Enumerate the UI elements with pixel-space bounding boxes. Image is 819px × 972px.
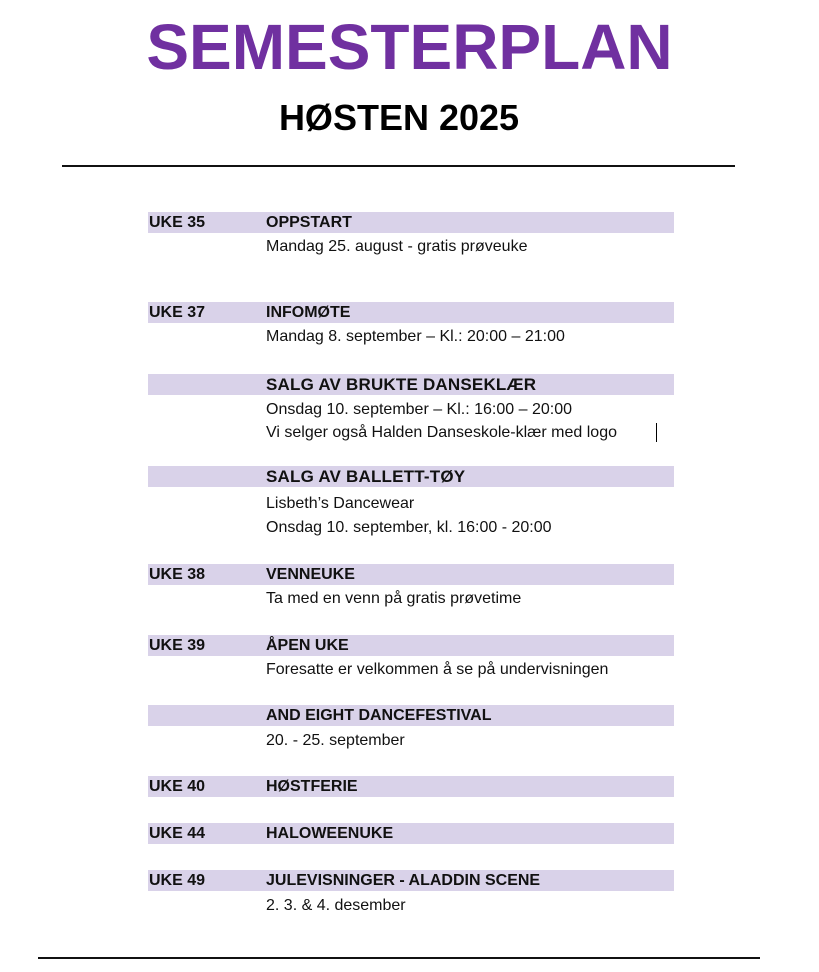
entry-week-uke-35: UKE 35 [149,214,206,231]
entry-week-uke-39: UKE 39 [149,637,206,654]
entry-heading-julevisninger: JULEVISNINGER - ALADDIN SCENE [266,872,541,889]
entry-bar-uke-37 [148,302,674,323]
entry-heading-infomote: INFOMØTE [266,304,351,321]
entry-line: 20. - 25. september [266,732,405,749]
entry-line: Onsdag 10. september, kl. 16:00 - 20:00 [266,519,552,536]
entry-week-uke-38: UKE 38 [149,566,206,583]
entry-heading-venneuke: VENNEUKE [266,566,355,583]
entry-heading-dancefestival: AND EIGHT DANCEFESTIVAL [266,707,492,724]
entry-bar-uke-39 [148,635,674,656]
entry-line: Vi selger også Halden Danseskole-klær med logo [266,424,617,441]
entry-heading-brukte-danseklaer: SALG AV BRUKTE DANSEKLÆR [266,375,537,394]
page-subtitle: HØSTEN 2025 [278,97,520,138]
entry-heading-apen-uke: ÅPEN UKE [266,637,349,654]
entry-bar-uke-35 [148,212,674,233]
entry-heading-haloweenuke: HALOWEENUKE [266,825,394,842]
entry-line: Mandag 25. august - gratis prøveuke [266,238,528,255]
entry-line: 2. 3. & 4. desember [266,897,406,914]
entry-line: Foresatte er velkommen å se på undervisningen [266,661,609,678]
entry-bar-uke-44 [148,823,674,844]
entry-week-uke-49: UKE 49 [149,872,206,889]
bottom-divider [38,957,760,959]
text-cursor [656,423,657,442]
entry-heading-hostferie: HØSTFERIE [266,778,358,795]
entry-week-uke-40: UKE 40 [149,778,206,795]
entry-line: Ta med en venn på gratis prøvetime [266,590,522,607]
entry-week-uke-44: UKE 44 [149,825,206,842]
entry-line: Onsdag 10. september – Kl.: 16:00 – 20:00 [266,401,572,418]
top-divider [62,165,735,167]
entry-bar-uke-38 [148,564,674,585]
entry-line: Mandag 8. september – Kl.: 20:00 – 21:00 [266,328,565,345]
entry-line: Lisbeth’s Dancewear [266,495,415,512]
entry-heading-ballett-toy: SALG AV BALLETT-TØY [266,467,466,486]
page-title: SEMESTERPLAN [146,11,673,83]
entry-week-uke-37: UKE 37 [149,304,206,321]
entry-bar-uke-40 [148,776,674,797]
entry-heading-oppstart: OPPSTART [266,214,352,231]
